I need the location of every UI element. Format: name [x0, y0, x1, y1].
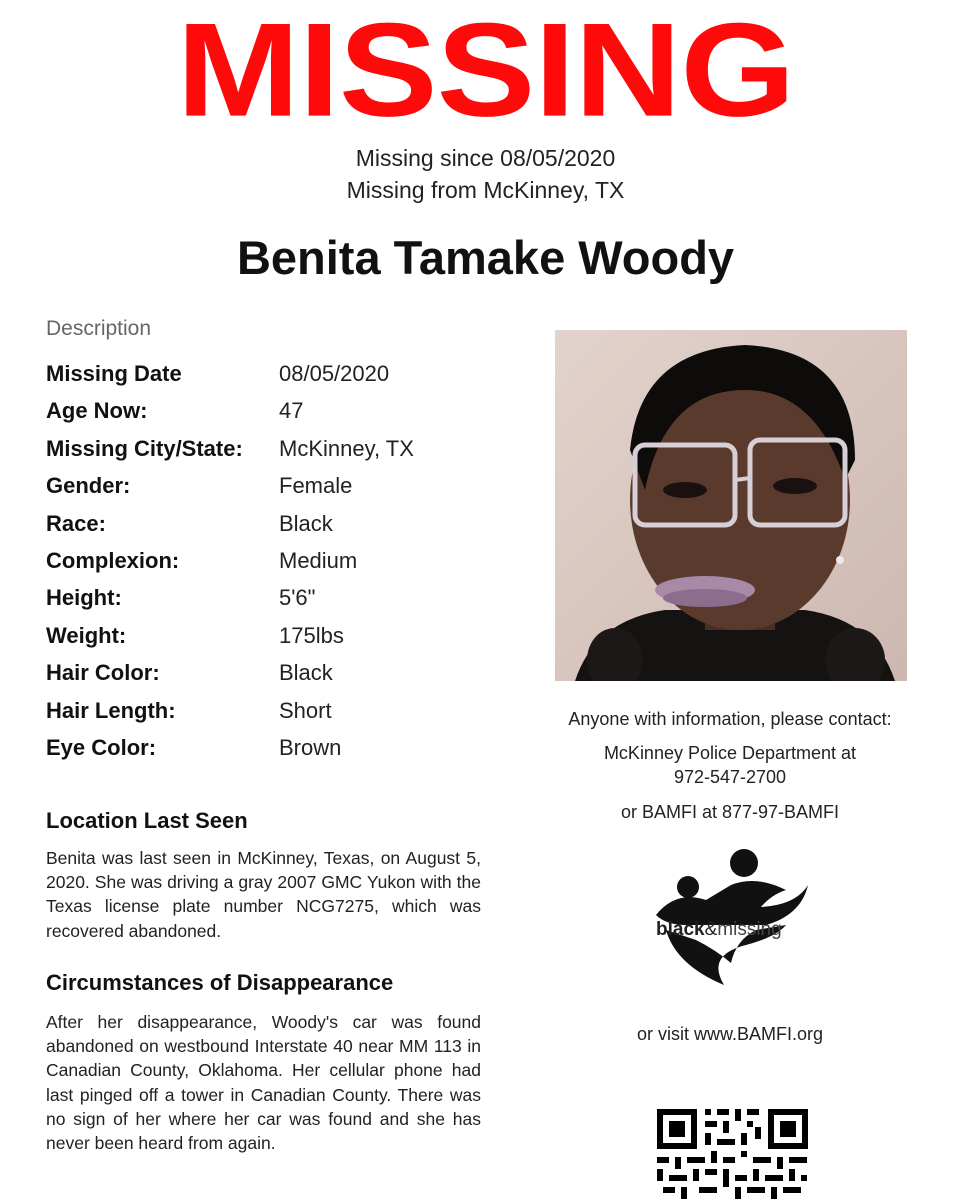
person-name: Benita Tamake Woody	[236, 231, 735, 284]
police-line-1: McKinney Police Department at	[603, 743, 857, 763]
detail-value: 47	[279, 398, 304, 424]
contact-intro: Anyone with information, please contact:	[568, 709, 892, 729]
person-photo	[555, 330, 907, 681]
detail-value: McKinney, TX	[279, 435, 414, 461]
missing-from-text: Missing from McKinney, TX	[346, 177, 625, 203]
missing-since-text: Missing since 08/05/2020	[355, 145, 616, 171]
detail-value: Brown	[279, 734, 342, 760]
visit-website: or visit www.BAMFI.org	[636, 1024, 824, 1044]
detail-value: 08/05/2020	[279, 361, 390, 386]
detail-row-gender	[46, 470, 516, 507]
detail-row-eye-color	[46, 732, 516, 769]
detail-row-age	[46, 395, 516, 432]
detail-label: Complexion:	[46, 547, 180, 573]
detail-row-hair-color	[46, 657, 516, 694]
detail-row-city-state	[46, 433, 516, 470]
detail-value: Short	[279, 697, 332, 723]
detail-value: 175lbs	[279, 622, 344, 648]
description-heading: Description	[46, 317, 152, 340]
detail-value: Medium	[279, 547, 358, 573]
detail-row-weight	[46, 620, 516, 657]
detail-label: Eye Color:	[46, 734, 157, 760]
circumstances-heading: Circumstances of Disappearance	[46, 970, 394, 995]
detail-row-missing-date	[46, 358, 516, 395]
location-heading: Location Last Seen	[46, 808, 248, 833]
detail-label: Hair Color:	[46, 660, 160, 686]
details-table	[46, 358, 516, 769]
logo-text: black&missing	[656, 919, 782, 940]
qr-code	[655, 1105, 810, 1200]
missing-headline: MISSING	[176, 0, 795, 145]
detail-label: Height:	[46, 585, 122, 611]
police-phone: 972-547-2700	[673, 767, 787, 787]
detail-label: Missing City/State:	[46, 435, 243, 461]
detail-row-race	[46, 508, 516, 545]
detail-value: Female	[279, 473, 353, 499]
detail-label: Gender:	[46, 473, 131, 499]
detail-value: Black	[279, 660, 333, 686]
detail-row-height	[46, 582, 516, 619]
detail-label: Missing Date	[46, 361, 182, 386]
detail-value: Black	[279, 510, 333, 536]
detail-label: Race:	[46, 510, 106, 536]
detail-row-complexion	[46, 545, 516, 582]
detail-row-hair-length	[46, 695, 516, 732]
location-text: Benita was last seen in McKinney, Texas, on August 5, 2020. She was driving a gray 2007 GMC Yukon with the Texas license plate number NCG7275, which was recovered abandoned.	[46, 848, 481, 941]
detail-label: Hair Length:	[46, 697, 176, 723]
police-contact	[530, 741, 930, 789]
detail-value: 5'6"	[279, 585, 316, 611]
black-and-missing-logo	[636, 845, 811, 995]
circumstances-text: After her disappearance, Woody's car was found abandoned on westbound Interstate 40 near MM 113 in Canadian County, Oklahoma. Her cellular phone had last pinged off a tower in Canadian County. There was no sign of her where her car was found and she has never been heard from again.	[46, 1012, 481, 1154]
detail-label: Age Now:	[46, 398, 148, 424]
bamfi-contact: or BAMFI at 877-97-BAMFI	[620, 802, 840, 822]
detail-label: Weight:	[46, 622, 127, 648]
